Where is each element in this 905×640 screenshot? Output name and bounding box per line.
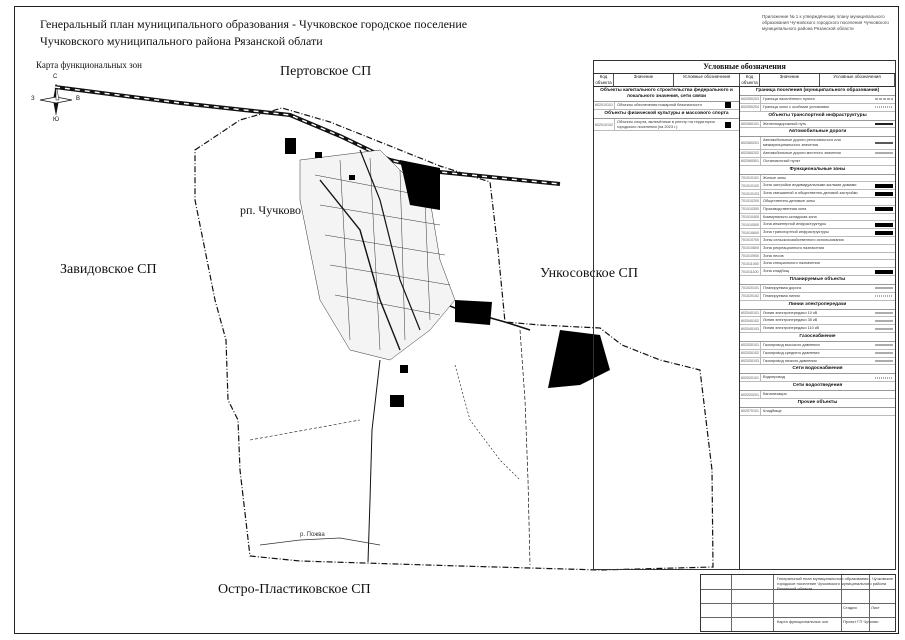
legend-symbol-icon (873, 375, 895, 381)
legend-symbol-icon (873, 261, 895, 267)
legend-item (740, 182, 895, 190)
legend-section: Прочие объекты (740, 399, 895, 408)
legend-item (740, 150, 895, 158)
legend-item (740, 96, 895, 104)
legend-item-label: Железнодорожный путь (763, 120, 807, 126)
legend-item-code: 701020102 (741, 294, 759, 299)
legend-item-code: 602010102 (594, 119, 615, 131)
neighbor-east: Ункосовское СП (540, 266, 638, 281)
legend-item-label: Зона специального назначения (763, 260, 820, 266)
legend-header-value-2: Значение (760, 74, 820, 86)
legend-symbol-icon (873, 191, 895, 197)
legend-symbol-icon (873, 326, 895, 332)
legend-symbol-icon (873, 183, 895, 189)
legend-item (740, 137, 895, 150)
legend-section: Объекты капитального строительства федерального и локального значения, сети связи (594, 87, 739, 102)
legend-symbol-icon (717, 122, 739, 128)
legend-item-code: 602060202 (741, 151, 759, 156)
legend-section: Сети водоотведения (740, 382, 895, 391)
legend-symbol-icon (873, 150, 895, 156)
title-line-2: Чучковского муниципального района Рязанской облати (40, 34, 323, 48)
legend-item (740, 285, 895, 293)
legend-item-code: 602040101 (741, 310, 759, 315)
legend-item-code: 602040103 (741, 326, 759, 331)
legend-item-code: 602050204 (741, 105, 759, 110)
legend-item-code: 701010300 (741, 207, 759, 212)
legend-item (740, 358, 895, 366)
legend-item-code: 602060501 (741, 159, 759, 164)
stamp-sheet: Лист (871, 605, 880, 610)
legend-item-label: Водопровод (763, 374, 785, 380)
legend-item (740, 342, 895, 350)
legend-symbol-icon (873, 269, 895, 275)
legend-symbol-icon (873, 198, 895, 204)
compass-s: Ю (53, 117, 60, 123)
legend-section: Планируемые объекты (740, 276, 895, 285)
legend-header-code: Код объекта (594, 74, 614, 86)
legend-item (740, 214, 895, 222)
legend-item (740, 245, 895, 253)
compass-w: З (31, 96, 35, 102)
legend-item-label: Планируемая линия (763, 292, 800, 298)
legend-item-code: 602030103 (741, 358, 759, 363)
neighbor-north: Пертовское СП (280, 64, 372, 79)
legend-item-code: 701010700 (741, 238, 759, 243)
legend-item-label: Канализация (763, 391, 787, 397)
legend-item-label: Зоны сельскохозяйственного использования (763, 236, 844, 242)
legend-symbol-icon (873, 140, 895, 146)
legend-item-label: Зона кладбищ (763, 268, 789, 274)
legend-item (740, 206, 895, 214)
stamp-sheet-title: Карта функциональных зон (777, 619, 829, 624)
legend-item-label: Зона лесов (763, 252, 784, 258)
stamp-project: Генеральный план муниципального образования - Чучковское городское поселение Чучковского муниципального района Рязанской области (777, 576, 894, 591)
legend-item (740, 293, 895, 301)
legend-item-label: Автомобильные дороги регионального или межмуниципального значения (763, 137, 841, 148)
legend-item-code: 701010900 (741, 253, 759, 258)
legend-item-label: Автомобильные дороги местного значения (763, 149, 841, 155)
legend-symbol-icon (873, 350, 895, 356)
legend-header-symbol-2: Условные обозначения (820, 74, 895, 86)
legend-symbol-icon (873, 175, 895, 181)
legend-item-code: 701010600 (741, 230, 759, 235)
legend-header-symbol: Условные обозначения (674, 74, 740, 86)
legend-item (740, 408, 895, 416)
neighbor-south: Остро-Пластиковское СП (218, 582, 371, 597)
map-caption: Карта функциональных зон (36, 60, 142, 70)
legend-section: Сети водоснабжения (740, 365, 895, 374)
legend-item (740, 350, 895, 358)
legend-title: Условные обозначения (703, 62, 786, 71)
legend-item (740, 175, 895, 183)
legend-symbol-icon (873, 342, 895, 348)
legend-section: Газоснабжение (740, 333, 895, 342)
legend-symbol-icon (873, 214, 895, 220)
legend-item-label: Зона транспортной инфраструктуры (763, 229, 829, 235)
legend-item-code: 602050203 (741, 97, 759, 102)
legend-item-label: Кладбище (763, 407, 782, 413)
legend-symbol-icon (873, 245, 895, 251)
legend-item-label: Линия электропередачи 35 кВ (763, 317, 818, 323)
road-south-dashed (520, 330, 530, 565)
legend-symbol-icon (873, 285, 895, 291)
legend-item-code: 701010102 (741, 183, 759, 188)
legend-item-code: 701010800 (741, 246, 759, 251)
legend-item-code: 701010103 (741, 191, 759, 196)
legend-symbol-icon (873, 310, 895, 316)
legend-item-code: 701010200 (741, 199, 759, 204)
legend-column-left (594, 87, 740, 569)
legend-item-label: Граница зоны с особыми условиями (763, 103, 829, 109)
legend-item-code: 602010101 (595, 103, 613, 108)
legend-item (740, 198, 895, 206)
legend-header-code-2: Код объекта (740, 74, 760, 86)
river-line (260, 538, 380, 545)
stamp-org: Проект ГП Чучково (843, 619, 879, 624)
legend-item (740, 374, 895, 382)
legend-item (740, 190, 895, 198)
legend-section: Функциональные зоны (740, 166, 895, 175)
legend-item-code: 701020101 (741, 286, 759, 291)
legend-item-label: Линия электропередачи 110 кВ (763, 325, 820, 331)
legend-item-code: 701010101 (741, 175, 759, 180)
legend-symbol-icon (873, 408, 895, 414)
legend-item-label: Газопровод среднего давления (763, 349, 820, 355)
legend-item-code: 701011100 (740, 268, 761, 275)
legend-item-label: Газопровод высокого давления (763, 341, 820, 347)
legend-section: Линии электропередачи (740, 301, 895, 310)
legend-item (740, 121, 895, 129)
legend-symbol-icon (873, 237, 895, 243)
legend-panel (593, 60, 896, 570)
legend-item-code: 701010500 (741, 222, 759, 227)
legend-item-label: Объекты обеспечения пожарной безопасности (617, 102, 702, 107)
river-label: р. Пожва (300, 532, 325, 538)
legend-item-label: Объекты спорта, включённые в реестр на территории городского поселения (на 2023 г.) (617, 118, 715, 129)
legend-item (740, 104, 895, 112)
legend-item-code: 602030102 (741, 351, 759, 356)
legend-section: Граница поселения (муниципального образования) (740, 87, 895, 96)
legend-item (740, 317, 895, 325)
stamp-stage: Стадия (843, 605, 857, 610)
legend-symbol-icon (873, 293, 895, 299)
approval-note: Приложение № 1 к утверждённому плану муниципального образования Чучковского городского поселения Чучковского муниципального района Рязанской области (762, 14, 889, 32)
legend-item-code: 602020101 (741, 375, 759, 380)
legend-item (740, 268, 895, 276)
legend-item-code: 602070101 (741, 409, 759, 414)
legend-item-label: Зона смешанной и общественно-деловой застройки (763, 190, 858, 196)
legend-symbol-icon (873, 392, 895, 398)
legend-item-label: Планируемая дорога (763, 284, 802, 290)
legend-item (740, 158, 895, 166)
legend-section: Объекты физической культуры и массового спорта (594, 110, 739, 119)
legend-symbol-icon (873, 96, 895, 102)
legend-item-code: 602060201 (740, 137, 761, 149)
legend-header-value: Значение (614, 74, 674, 86)
neighbor-west: Завидовское СП (60, 262, 157, 277)
legend-item-label: Зона инженерной инфраструктуры (763, 221, 827, 227)
legend-item-label: Жилые зоны (763, 174, 786, 180)
legend-item-label: Коммунально-складская зона (763, 213, 817, 219)
legend-item-code: 701011000 (740, 260, 761, 267)
compass-n: С (53, 74, 58, 80)
legend-section: Автомобильные дороги (740, 128, 895, 137)
legend-item (740, 253, 895, 261)
legend-item-code: 602040102 (741, 318, 759, 323)
legend-item (740, 391, 895, 399)
title-line-1: Генеральный план муниципального образования - Чучковское городское поселение (40, 17, 468, 31)
legend-item-label: Общественно-деловые зоны (763, 197, 815, 203)
legend-item-code: 602020201 (741, 392, 759, 397)
planned-lines (250, 365, 520, 480)
legend-item-code: 701010400 (741, 214, 759, 219)
legend-item-label: Линия электропередачи 10 кВ (763, 309, 818, 315)
legend-item (740, 310, 895, 318)
legend-item-label: Граница населённого пункта (763, 96, 815, 101)
legend-symbol-icon (873, 222, 895, 228)
legend-item-label: Производственная зона (763, 205, 807, 211)
legend-item-code: 602030101 (741, 343, 759, 348)
legend-symbol-icon (873, 318, 895, 324)
legend-symbol-icon (873, 158, 895, 164)
legend-symbol-icon (717, 102, 739, 108)
legend-symbol-icon (873, 104, 895, 110)
legend-column-right (740, 87, 895, 569)
legend-symbol-icon (873, 358, 895, 364)
legend-item (740, 237, 895, 245)
legend-item (594, 119, 739, 132)
legend-symbol-icon (873, 121, 895, 127)
legend-header (594, 73, 895, 87)
legend-symbol-icon (873, 253, 895, 259)
legend-section: Объекты транспортной инфраструктуры (740, 112, 895, 121)
legend-item-code: 602060101 (741, 121, 759, 126)
title-block (700, 574, 896, 632)
legend-item-label: Газопровод низкого давления (763, 357, 817, 363)
legend-item (740, 325, 895, 333)
settlement-label: рп. Чучково (240, 203, 302, 217)
compass-e: В (76, 96, 81, 102)
legend-symbol-icon (873, 230, 895, 236)
legend-item-label: Зона рекреационного назначения (763, 244, 824, 250)
road-south (368, 360, 380, 562)
legend-item-label: Зона застройки индивидуальными жилыми домами (763, 182, 857, 188)
legend-item (740, 260, 895, 268)
legend-symbol-icon (873, 206, 895, 212)
legend-item (740, 221, 895, 229)
legend-item-label: Остановочный пункт (763, 157, 801, 163)
legend-item (740, 229, 895, 237)
legend-item (594, 102, 739, 110)
